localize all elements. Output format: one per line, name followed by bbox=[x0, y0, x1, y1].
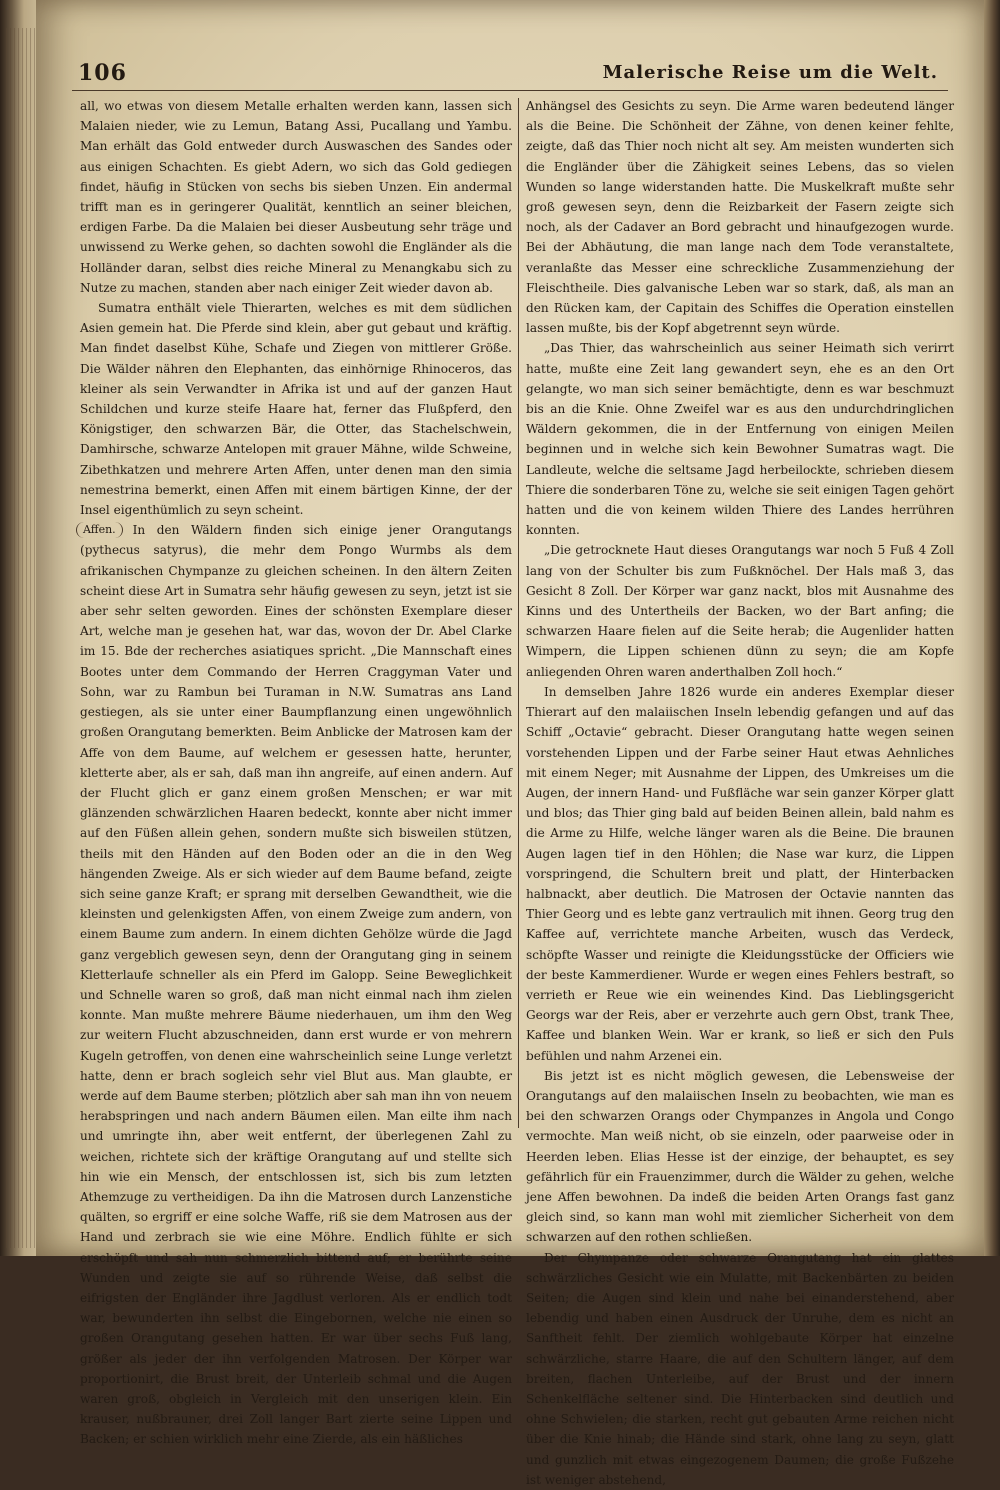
right-paragraph-3: „Die getrocknete Haut dieses Orangutangs war noch 5 Fuß 4 Zoll lang von der Schulter bis zum Fußknöchel. Der Hals maß 3, das Gesicht 8 Zoll. Der Körper war ganz nackt, blos mit Ausnahme des Kinns und des Untertheils der Backen, wo der Bart anfing; die schwarzen Haare fielen auf die Seite herab; die Augenlider hatten Wimpern, die Lippen schienen dünn zu seyn; die am Kopfe anliegenden Ohren waren anderthalben Zoll hoch.“ bbox=[526, 543, 954, 679]
right-paragraph-1: Anhängsel des Gesichts zu seyn. Die Arme waren bedeutend länger als die Beine. Die Schönheit der Zähne, von denen keiner fehlte, zeigte, daß das Thier noch nicht alt sey. Am meisten wunderten sich die Engländer über die Zähigkeit seines Lebens, das so vielen Wunden so lange widerstanden hatte. Die Muskelkraft mußte sehr groß gewesen seyn, denn die Reizbarkeit der Fasern zeigte sich noch, als der Cadaver an Bord gebracht und hinaufgezogen wurde. Bei der Abhäutung, die man lange nach dem Tode veranstaltete, veranlaßte das Messer eine schreckliche Zusammenziehung der Fleischtheile. Dies galvanische Leben war so stark, daß, als man an den Rücken kam, der Capitain des Schiffes die Operation einstellen lassen mußte, bis der Kopf abgetrennt seyn würde. bbox=[526, 99, 954, 336]
header-rule bbox=[72, 90, 948, 91]
page-header bbox=[66, 60, 948, 88]
right-column bbox=[526, 96, 954, 1490]
page-number: 106 bbox=[78, 60, 127, 86]
page-stack-edges bbox=[6, 28, 36, 1248]
left-column bbox=[80, 96, 512, 1450]
left-paragraph-2: Sumatra enthält viele Thierarten, welches es mit dem südlichen Asien gemein hat. Die Pferde sind klein, aber gut gebaut und kräftig. Man findet daselbst Kühe, Schafe und Ziegen von mittlerer Größe. Die Wälder nähren den Elephanten, das einhörnige Rhinoceros, das kleiner als sein Verwandter in Afrika ist und auf der ganzen Haut Schildchen und kurze steife Haare hat, ferner das Flußpferd, den Königstiger, den schwarzen Bär, die Otter, das Stachelschwein, Damhirsche, schwarze Antelopen mit grauer Mähne, wilde Schweine, Zibethkatzen und mehrere Arten Affen, unter denen man den simia nemestrina bemerkt, einen Affen mit einem bärtigen Kinne, der der Insel eigenthümlich zu seyn scheint. bbox=[80, 301, 512, 518]
left-paragraph-3: In den Wäldern finden sich einige jener Orangutangs (pythecus satyrus), die mehr dem Pongo Wurmbs als dem afrikanischen Chympanze zu gleichen scheinen. In den ältern Zeiten scheint diese Art in Sumatra sehr häufig gewesen zu seyn, jetzt ist sie aber sehr selten geworden. Eines der schönsten Exemplare dieser Art, welche man je gesehen hat, war das, wovon der Dr. Abel Clarke im 15. Bde der recherches asiatiques spricht. „Die Mannschaft eines Bootes unter dem Commando der Herren Craggyman Vater und Sohn, war zu Rambun bei Turaman in N.W. Sumatras ans Land gestiegen, als sie unter einer Baumpflanzung einen ungewöhnlich großen Orangutang bemerkten. Beim Anblicke der Matrosen kam der Affe von dem Baume, auf welchem er gesessen hatte, herunter, kletterte aber, als er sah, daß man ihn angreife, auf einen andern. Auf der Flucht glich er ganz einem großen Menschen; er war mit glänzenden schwärzlichen Haaren bedeckt, konnte aber nicht immer auf den Füßen allein gehen, sondern mußte sich bisweilen stützen, theils mit den Händen auf den Boden oder an die in den Weg hängenden Zweige. Als er sich wieder auf dem Baume befand, zeigte sich seine ganze Kraft; er sprang mit derselben Gewandtheit, wie die kleinsten und gelenkigsten Affen, von einem Zweige zum andern, von einem Baume zum andern. In einem dichten Gehölze würde die Jagd ganz vergeblich gewesen seyn, denn der Orangutang ging in seinem Kletterlaufe schneller als ein Pferd im Galopp. Seine Beweglichkeit und Schnelle waren so groß, daß man nicht einmal nach ihm zielen konnte. Man mußte mehrere Bäume niederhauen, um ihm den Weg zur weitern Flucht abzuschneiden, dann erst wurde er von mehrern Kugeln getroffen, von denen eine wahrscheinlich seine Lunge verletzt hatte, denn er brach sogleich sehr viel Blut aus. Man glaubte, er werde auf dem Baume sterben; plötzlich aber sah man ihn von neuem herabspringen und nach andern Bäumen eilen. Man eilte ihm nach und umringte ihn, aber weit entfernt, der überlegenen Zahl zu weichen, richtete sich der kräftige Orangutang auf und stellte sich hin wie ein Mensch, der entschlossen ist, sich bis zum letzten Athemzuge zu vertheidigen. Da ihn die Matrosen durch Lanzenstiche quälten, so ergriff er eine solche Waffe, riß sie dem Matrosen aus der Hand und zerbrach sie wie eine Möhre. Endlich fühlte er sich erschöpft und sah nun schmerzlich bittend auf; er berührte seine Wunden und zeigte sie auf so rührende Weise, daß selbst die eifrigsten der Engländer ihre Jagdlust verloren. Als er endlich todt war, bewunderten ihn selbst die Eingebornen, welche nie einen so großen Orangutang gesehen hatten. Er war über sechs Fuß lang, größer als jeder der ihn verfolgenden Matrosen. Der Körper war proportionirt, die Brust breit, der Unterleib schmal und die Augen waren groß, obgleich in Vergleich mit den unserigen klein. Ein krauser, nußbrauner, drei Zoll langer Bart zierte seine Lippen und Backen; er schien wirklich mehr eine Zierde, als ein häßliches bbox=[80, 523, 512, 1447]
left-paragraph-1: all, wo etwas von diesem Metalle erhalten werden kann, lassen sich Malaien nieder, wie zu Lemun, Batang Assi, Pucallang und Yambu. Man erhält das Gold entweder durch Auswaschen des Sandes oder aus einigen Schachten. Es giebt Adern, wo sich das Gold gediegen findet, häufig in Stücken von sechs bis sieben Unzen. Ein andermal trifft man es in geringerer Qualität, kenntlich an seiner bleichen, erdigen Farbe. Da die Malaien bei dieser Ausbeutung sehr träge und unwissend zu Werke gehen, so dachten sowohl die Engländer als die Holländer daran, selbst dies reiche Mineral zu Menangkabu sich zu Nutze zu machen, standen aber nach einiger Zeit wieder davon ab. bbox=[80, 99, 512, 295]
right-page-edge bbox=[984, 0, 1000, 1256]
margin-note-affen: Affen. bbox=[76, 522, 123, 538]
right-paragraph-2: „Das Thier, das wahrscheinlich aus seiner Heimath sich verirrt hatte, mußte eine Zeit lang gewandert seyn, ehe es an den Ort gelangte, wo man sich seiner bemächtigte, denn es war beschmuzt bis an die Knie. Ohne Zweifel war es aus den undurchdringlichen Wäldern gekommen, die in der Entfernung von einigen Meilen beginnen und in welche sich kein Bewohner Sumatras wagt. Die Landleute, welche die seltsame Jagd herbeilockte, schrieben diesem Thiere die sonderbaren Töne zu, welche sie seit einigen Tagen gehört hatten und die von keinem wilden Thiere des Landes herrühren konnten. bbox=[526, 341, 954, 538]
right-paragraph-4: In demselben Jahre 1826 wurde ein anderes Exemplar dieser Thierart auf den malaiischen Inseln lebendig gefangen und auf das Schiff „Octavie“ gebracht. Dieser Orangutang hatte wegen seinen vorstehenden Lippen und der Farbe seiner Haut etwas Aehnliches mit einem Neger; mit Ausnahme der Lippen, des Umkreises um die Augen, der innern Hand- und Fußfläche war sein ganzer Körper glatt und blos; das Thier ging bald auf beiden Beinen allein, bald nahm es die Arme zu Hilfe, welche länger waren als die Beine. Die braunen Augen lagen tief in den Höhlen; die Nase war kurz, die Lippen vorspringend, die Schultern breit und platt, der Hinterbacken halbnackt, aber deutlich. Die Matrosen der Octavie nannten das Thier Georg und es lebte ganz vertraulich mit ihnen. Georg trug den Kaffee auf, verrichtete manche Arbeiten, wusch das Verdeck, schöpfte Wasser und reinigte die Kleidungsstücke der Officiers wie der beste Kammerdiener. Wurde er wegen eines Fehlers bestraft, so verrieth er Reue wie ein weinendes Kind. Das Lieblingsgericht Georgs war der Reis, aber er verzehrte auch gern Obst, trank Thee, Kaffee und blanken Wein. War er krank, so ließ er sich den Puls befühlen und nahm Arzenei ein. bbox=[526, 684, 954, 1063]
column-divider bbox=[518, 98, 519, 1128]
right-paragraph-6: Der Chympanze oder schwarze Orangutang hat ein glattes schwärzliches Gesicht wie ein Mulatte, mit Backenbärten zu beiden Seiten; die Augen sind klein und nahe bei einanderstehend, aber lebendig und haben einen Ausdruck der Unruhe, dem es nicht an Sanftheit fehlt. Der ziemlich wohlgebaute Körper hat einzelne schwärzliche, starre Haare, die auf den Schultern länger, auf dem breiten, flachen Unterleibe, auf der Brust und der innern Schenkelfläche seltener sind. Die Hinterbacken sind deutlich und ohne Schwielen; die starken, recht gut gebauten Arme reichen nicht über die Knie hinab; die Hände sind stark, ohne lang zu seyn, glatt und gunzlich mit etwas eingezogenem Daumen; die große Fußzehe ist weniger abstehend, bbox=[526, 1250, 954, 1487]
right-paragraph-5: Bis jetzt ist es nicht möglich gewesen, die Lebensweise der Orangutangs auf den malaiischen Inseln zu beobachten, wie man es bei den schwarzen Orangs oder Chympanzes in Angola und Congo vermochte. Man weiß nicht, ob sie einzeln, oder paarweise oder in Heerden leben. Elias Hesse ist der einzige, der behauptet, es sey gefährlich für ein Frauenzimmer, durch die Wälder zu gehen, welche jene Affen bewohnen. Da indeß die beiden Arten Orangs fast ganz gleich sind, so kann man wohl mit ziemlicher Sicherheit von dem schwarzen auf den rothen schließen. bbox=[526, 1068, 954, 1245]
running-title: Malerische Reise um die Welt. bbox=[602, 62, 938, 83]
left-paragraph-3-wrap bbox=[80, 520, 512, 1449]
